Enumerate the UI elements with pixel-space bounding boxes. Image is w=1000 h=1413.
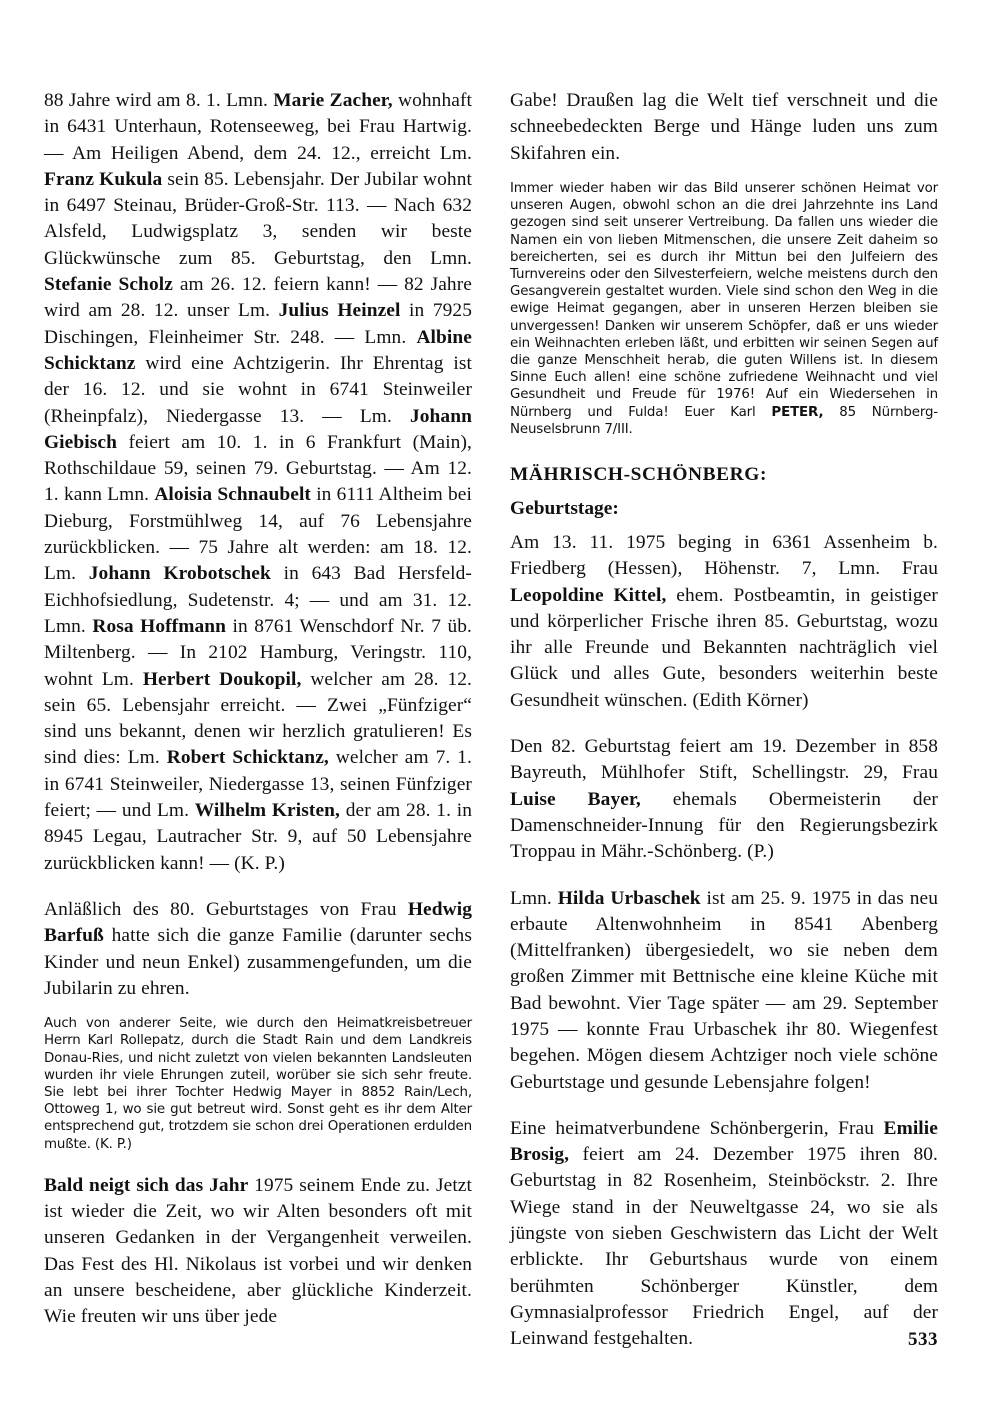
paragraph-spacer (44, 877, 472, 897)
paragraph-barfuss: Anläßlich des 80. Geburtstages von Frau Hedwig Barfuß hatte sich die ganze Familie (darunter sechs Kinder und neun Enkel) zusammengefunden, um die Jubilarin zu ehren. (44, 898, 472, 999)
paragraph-spacer (510, 866, 938, 886)
paragraph-brosig: Eine heimatverbundene Schönbergerin, Frau Emilie Brosig, feiert am 24. Dezember 1975 ihren 80. Geburtstag in 82 Rosenheim, Steinböckstr. 2. Ihre Wiege stand in der Neuweltgasse 24, wo sie als jüngste von sieben Geschwistern das Licht der Welt erblickte. Ihr Geburtshaus wurde von einem berühmten Schönberger Künstler, dem Gymnasialprofessor Friedrich Engel, auf der Leinwand festgehalten. (510, 1117, 938, 1350)
heading-spacer (510, 522, 938, 530)
left-column (44, 88, 472, 1331)
paragraph-spacer (44, 1002, 472, 1015)
paragraph-kittel: Am 13. 11. 1975 beging in 6361 Assenheim b. Friedberg (Hessen), Höhenstr. 7, Lmn. Frau Leopoldine Kittel, ehem. Postbeamtin, in geistiger und körperlicher Frische ihren 85. Geburtstag, wozu ihr alle Freunde und Bekannten nachträglich viel Glück und alles Gute, besonders weiterhin beste Gesundheit wünschen. (Edith Körner) (510, 531, 938, 711)
paragraph-peter-greeting: Immer wieder haben wir das Bild unserer schönen Heimat vor unseren Augen, obwohl schon an die drei Jahrzehnte ins Land gezogen sind seit unserer Vertreibung. Da fallen uns wieder die Namen ein von lieben Mitmenschen, die unsere Zeit daheim so bereicherten, sei es durch ihr Mittun bei den Julfeiern des Turnvereins oder den Silvesterfeiern, welche meistens durch den Gesangverein gestaltet wurden. Viele sind schon den Weg in die ewige Heimat gegangen, aber in unseren Herzen bleiben sie unvergessen! Danken wir unserem Schöpfer, daß er uns wieder ein Weihnachten erleben läßt, und erbitten wir seinen Segen auf die ganze Menschheit herab, die guten Willens ist. In diesem Sinne Euch allen! eine schöne zufriedene Weihnacht und viel Gesundheit und Freude für 1976! Auf ein Wiedersehen in Nürnberg und Fulda! Euer Karl PETER, 85 Nürnberg-Neuselsbrunn 7/III. (510, 180, 938, 437)
heading-spacer (510, 488, 938, 496)
section-spacer (510, 438, 938, 462)
paragraph-spacer (510, 714, 938, 734)
sub-heading-geburtstage: Geburtstage: (510, 497, 619, 519)
paragraph-spacer (510, 167, 938, 180)
paragraph-urbaschek: Lmn. Hilda Urbaschek ist am 25. 9. 1975 in das neu erbaute Altenwohnheim in 8541 Abenberg (Mittelfranken) übergesiedelt, wo sie neben dem großen Zimmer mit Bettnische eine kleine Küche mit Bad bewohnt. Vier Tage später — am 29. September 1975 — konnte Frau Urbaschek ihr 80. Wiegenfest begehen. Mögen diesem Achtziger noch viele schöne Geburtstage und gesunde Lebensjahre folgen! (510, 887, 938, 1093)
paragraph-gabe: Gabe! Draußen lag die Welt tief verschneit und die schneebedeckten Berge und Hänge luden uns zum Skifahren ein. (510, 90, 938, 164)
section-heading-maehrisch-schoenberg: MÄHRISCH-SCHÖNBERG: (510, 463, 768, 485)
paragraph-birthdays-hessen: 88 Jahre wird am 8. 1. Lmn. Marie Zacher, wohnhaft in 6431 Unterhaun, Rotenseeweg, bei Frau Hartwig. — Am Heiligen Abend, dem 24. 12., erreicht Lm. Franz Kukula sein 85. Lebensjahr. Der Jubilar wohnt in 6497 Steinau, Brüder-Groß-Str. 113. — Nach 632 Alsfeld, Ludwigsplatz 3, senden wir beste Glückwünsche zum 85. Geburtstag, den Lmn. Stefanie Scholz am 26. 12. feiern kann! — 82 Jahre wird am 28. 12. unser Lm. Julius Heinzel in 7925 Dischingen, Fleinheimer Str. 248. — Lmn. Albine Schicktanz wird eine Achtzigerin. Ihr Ehrentag ist der 16. 12. und sie wohnt in 6741 Steinweiler (Rheinpfalz), Niedergasse 13. — Lm. Johann Giebisch feiert am 10. 1. in 6 Frankfurt (Main), Rothschildaue 59, seinen 79. Geburtstag. — Am 12. 1. kann Lmn. Aloisia Schnaubelt in 6111 Altheim bei Dieburg, Forstmühlweg 14, auf 76 Lebensjahre zurückblicken. — 75 Jahre alt werden: am 18. 12. Lm. Johann Krobotschek in 643 Bad Hersfeld-Eichhofsiedlung, Sudetenstr. 4; — und am 31. 12. Lmn. Rosa Hoffmann in 8761 Wenschdorf Nr. 7 üb. Miltenberg. — In 2102 Hamburg, Veringstr. 110, wohnt Lm. Herbert Doukopil, welcher am 28. 12. sein 65. Lebensjahr erreicht. — Zwei „Fünfziger“ sind uns bekannt, denen wir herzlich gratulieren! Es sind dies: Lm. Robert Schicktanz, welcher am 7. 1. in 6741 Steinweiler, Niedergasse 13, seinen Fünfziger feiert; — und Lm. Wilhelm Kristen, der am 28. 1. in 8945 Legau, Lautracher Str. 9, auf 50 Lebensjahre zurückblicken kann! — (K. P.) (44, 90, 473, 874)
paragraph-barfuss-small: Auch von anderer Seite, wie durch den Heimatkreisbetreuer Herrn Karl Rollepatz, durch die Stadt Rain und dem Landkreis Donau-Ries, und nicht zuletzt von vielen bekannten Landsleuten wurden ihr viele Ehrungen zuteil, worüber sie sich sehr freute. Sie lebt bei ihrer Tochter Hedwig Mayer in 8852 Rain/Lech, Ottoweg 1, wo sie gut betreut wird. Sonst geht es ihr dem Alter entsprechend gut, trotzdem sie schon drei Operationen erdulden mußte. (K. P.) (44, 1016, 472, 1152)
paragraph-spacer (510, 1096, 938, 1116)
two-column-layout (44, 88, 938, 1353)
paragraph-spacer (44, 1153, 472, 1173)
page-number: 533 (908, 1329, 938, 1350)
right-column (510, 88, 938, 1353)
paragraph-jahresende: Bald neigt sich das Jahr 1975 seinem Ende zu. Jetzt ist wieder die Zeit, wo wir Alten besonders oft mit unseren Gedanken in der Vergangenheit verweilen. Das Fest des Hl. Nikolaus ist vorbei und wir denken an unsere bescheidene, aber glückliche Kinderzeit. Wie freuten wir uns über jede (44, 1174, 473, 1328)
paragraph-bayer: Den 82. Geburtstag feiert am 19. Dezember in 858 Bayreuth, Mühlhofer Stift, Schellingstr. 29, Frau Luise Bayer, ehemals Obermeisterin der Damenschneider-Innung für den Regierungsbezirk Troppau in Mähr.-Schönberg. (P.) (510, 736, 938, 863)
